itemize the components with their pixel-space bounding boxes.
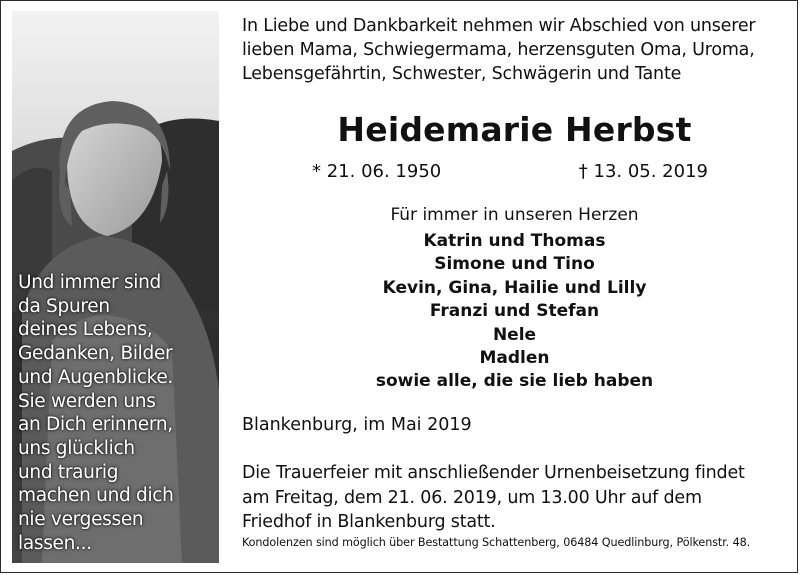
quote-line: Gedanken, Bilder [18,343,173,365]
quote-line: und Augenblicke. [18,366,174,388]
funeral-line: am Freitag, dem 21. 06. 2019, um 13.00 Uhr auf dem [242,487,702,508]
quote-line: deines Lebens, [18,319,153,341]
intro-text [242,14,787,86]
place-and-date: Blankenburg, im Mai 2019 [242,415,472,435]
intro-line: lieben Mama, Schwiegermama, herzensguten Oma, Uroma, [242,40,755,60]
mourner-line: Nele [492,324,537,345]
quote-line: machen und dich [18,485,174,507]
mourner-line: Franzi und Stefan [429,301,600,322]
quote-line: nie vergessen [18,509,144,531]
mourner-line: Madlen [479,348,550,369]
mourners-list [242,230,787,394]
mourner-line: Simone und Tino [434,254,595,275]
deceased-name: Heidemarie Herbst [337,110,692,149]
tagline: Für immer in unseren Herzen [390,205,639,225]
condolence-note: Kondolenzen sind möglich über Bestattung Schattenberg, 06484 Quedlinburg, Pölkenstr. 48. [242,536,751,549]
memorial-quote [18,271,218,555]
funeral-line: Friedhof in Blankenburg statt. [242,512,496,532]
funeral-line: Die Trauerfeier mit anschließender Urnenbeisetzung findet [242,463,745,483]
quote-line: uns glücklich [18,437,135,459]
mourner-line: Kevin, Gina, Hailie und Lilly [382,277,647,298]
portrait-photo [12,11,219,563]
intro-line: In Liebe und Dankbarkeit nehmen wir Abschied von unserer [242,16,756,36]
quote-line: und traurig [18,461,119,483]
birth-date: * 21. 06. 1950 [312,161,442,182]
quote-line: Und immer sind [18,272,161,293]
funeral-info [242,461,787,535]
quote-line: Sie werden uns [18,390,156,412]
quote-line: da Spuren [18,295,110,317]
mourner-line: Katrin und Thomas [423,231,606,251]
intro-line: Lebensgefährtin, Schwester, Schwägerin und Tante [242,64,682,84]
quote-line: an Dich erinnern, [18,414,173,436]
death-date: † 13. 05. 2019 [578,161,708,182]
intro-block [242,14,787,86]
quote-line: lassen... [18,532,92,554]
mourner-line: sowie alle, die sie lieb haben [375,371,654,392]
life-dates [312,161,708,182]
